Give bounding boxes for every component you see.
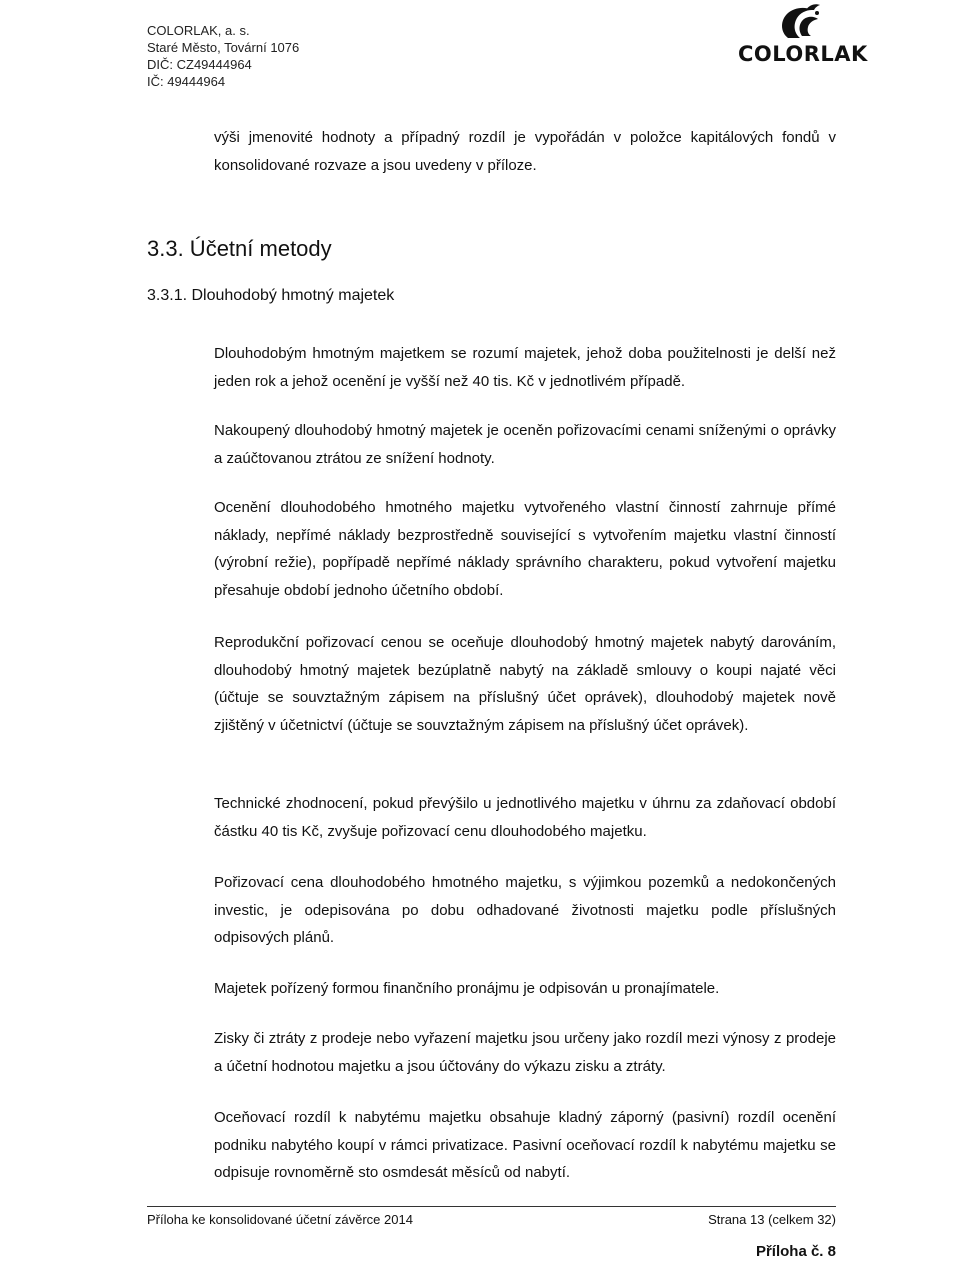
paragraph-7: Majetek pořízený formou finančního pronájmu je odpisován u pronajímatele. xyxy=(214,980,720,997)
intro-paragraph: výši jmenovité hodnoty a případný rozdíl je vypořádán v položce kapitálových fondů v konsolidované rozvaze a jsou uvedeny v příloze. xyxy=(214,129,836,174)
footer-page-number: Strana 13 (celkem 32) xyxy=(708,1212,836,1227)
paragraph-8: Zisky či ztráty z prodeje nebo vyřazení majetku jsou určeny jako rozdíl mezi výnosy z prodeje a účetní hodnotou majetku a jsou účtovány do výkazu zisku a ztráty. xyxy=(214,1030,836,1075)
subsection-title: 3.3.1. Dlouhodobý hmotný majetek xyxy=(147,287,395,304)
logo-wordmark: COLORLAK xyxy=(738,42,868,66)
paragraph-6: Pořizovací cena dlouhodobého hmotného majetku, s výjimkou pozemků a nedokončených investic, je odepisována po dobu odhadované životnosti majetku podle příslušných odpisových plánů. xyxy=(214,874,836,946)
bird-logo-icon xyxy=(762,2,840,42)
paragraph-3: Ocenění dlouhodobého hmotného majetku vytvořeného vlastní činností zahrnuje přímé náklady, nepřímé náklady bezprostředně související s vytvořením majetku vlastní činností (výrobní režie), popřípadě nepřímé náklady správního charakteru, pokud vytvoření majetku přesahuje období jednoho účetního období. xyxy=(214,499,836,599)
paragraph-4: Reprodukční pořizovací cenou se oceňuje dlouhodobý hmotný majetek nabytý darováním, dlouhodobý hmotný majetek bezúplatně nabytý na základě smlouvy o koupi najaté věci (účtuje se souvztažným zápisem na příslušný účet oprávek), dlouhodobý majetek nově zjištěný v účetnictví (účtuje se souvztažným zápisem na příslušný účet oprávek). xyxy=(214,634,836,734)
company-name: COLORLAK, a. s. xyxy=(147,23,250,38)
paragraph-5: Technické zhodnocení, pokud převýšilo u jednotlivého majetku v úhrnu za zdaňovací období částku 40 tis Kč, zvyšuje pořizovací cenu dlouhodobého majetku. xyxy=(214,795,836,840)
company-dic: DIČ: CZ49444964 xyxy=(147,57,252,72)
section-title: 3.3. Účetní metody xyxy=(147,236,332,261)
company-ic: IČ: 49444964 xyxy=(147,74,226,89)
footer-divider xyxy=(147,1206,836,1207)
company-header xyxy=(147,22,299,90)
paragraph-1: Dlouhodobým hmotným majetkem se rozumí majetek, jehož doba použitelnosti je delší než jeden rok a jehož ocenění je vyšší než 40 tis. Kč v jednotlivém případě. xyxy=(214,345,836,390)
colorlak-logo xyxy=(738,2,868,70)
footer-document-title: Příloha ke konsolidované účetní závěrce 2014 xyxy=(147,1212,413,1227)
paragraph-2: Nakoupený dlouhodobý hmotný majetek je oceněn pořizovacími cenami sníženými o oprávky a zaúčtovanou ztrátou ze snížení hodnoty. xyxy=(214,422,836,467)
paragraph-9: Oceňovací rozdíl k nabytému majetku obsahuje kladný záporný (pasivní) rozdíl ocenění podniku nabytého koupí v rámci privatizace. Pasivní oceňovací rozdíl k nabytému majetku se odpisuje rovnoměrně sto osmdesát měsíců od nabytí. xyxy=(214,1109,836,1181)
attachment-label: Příloha č. 8 xyxy=(755,1243,836,1260)
company-address: Staré Město, Tovární 1076 xyxy=(147,40,300,55)
